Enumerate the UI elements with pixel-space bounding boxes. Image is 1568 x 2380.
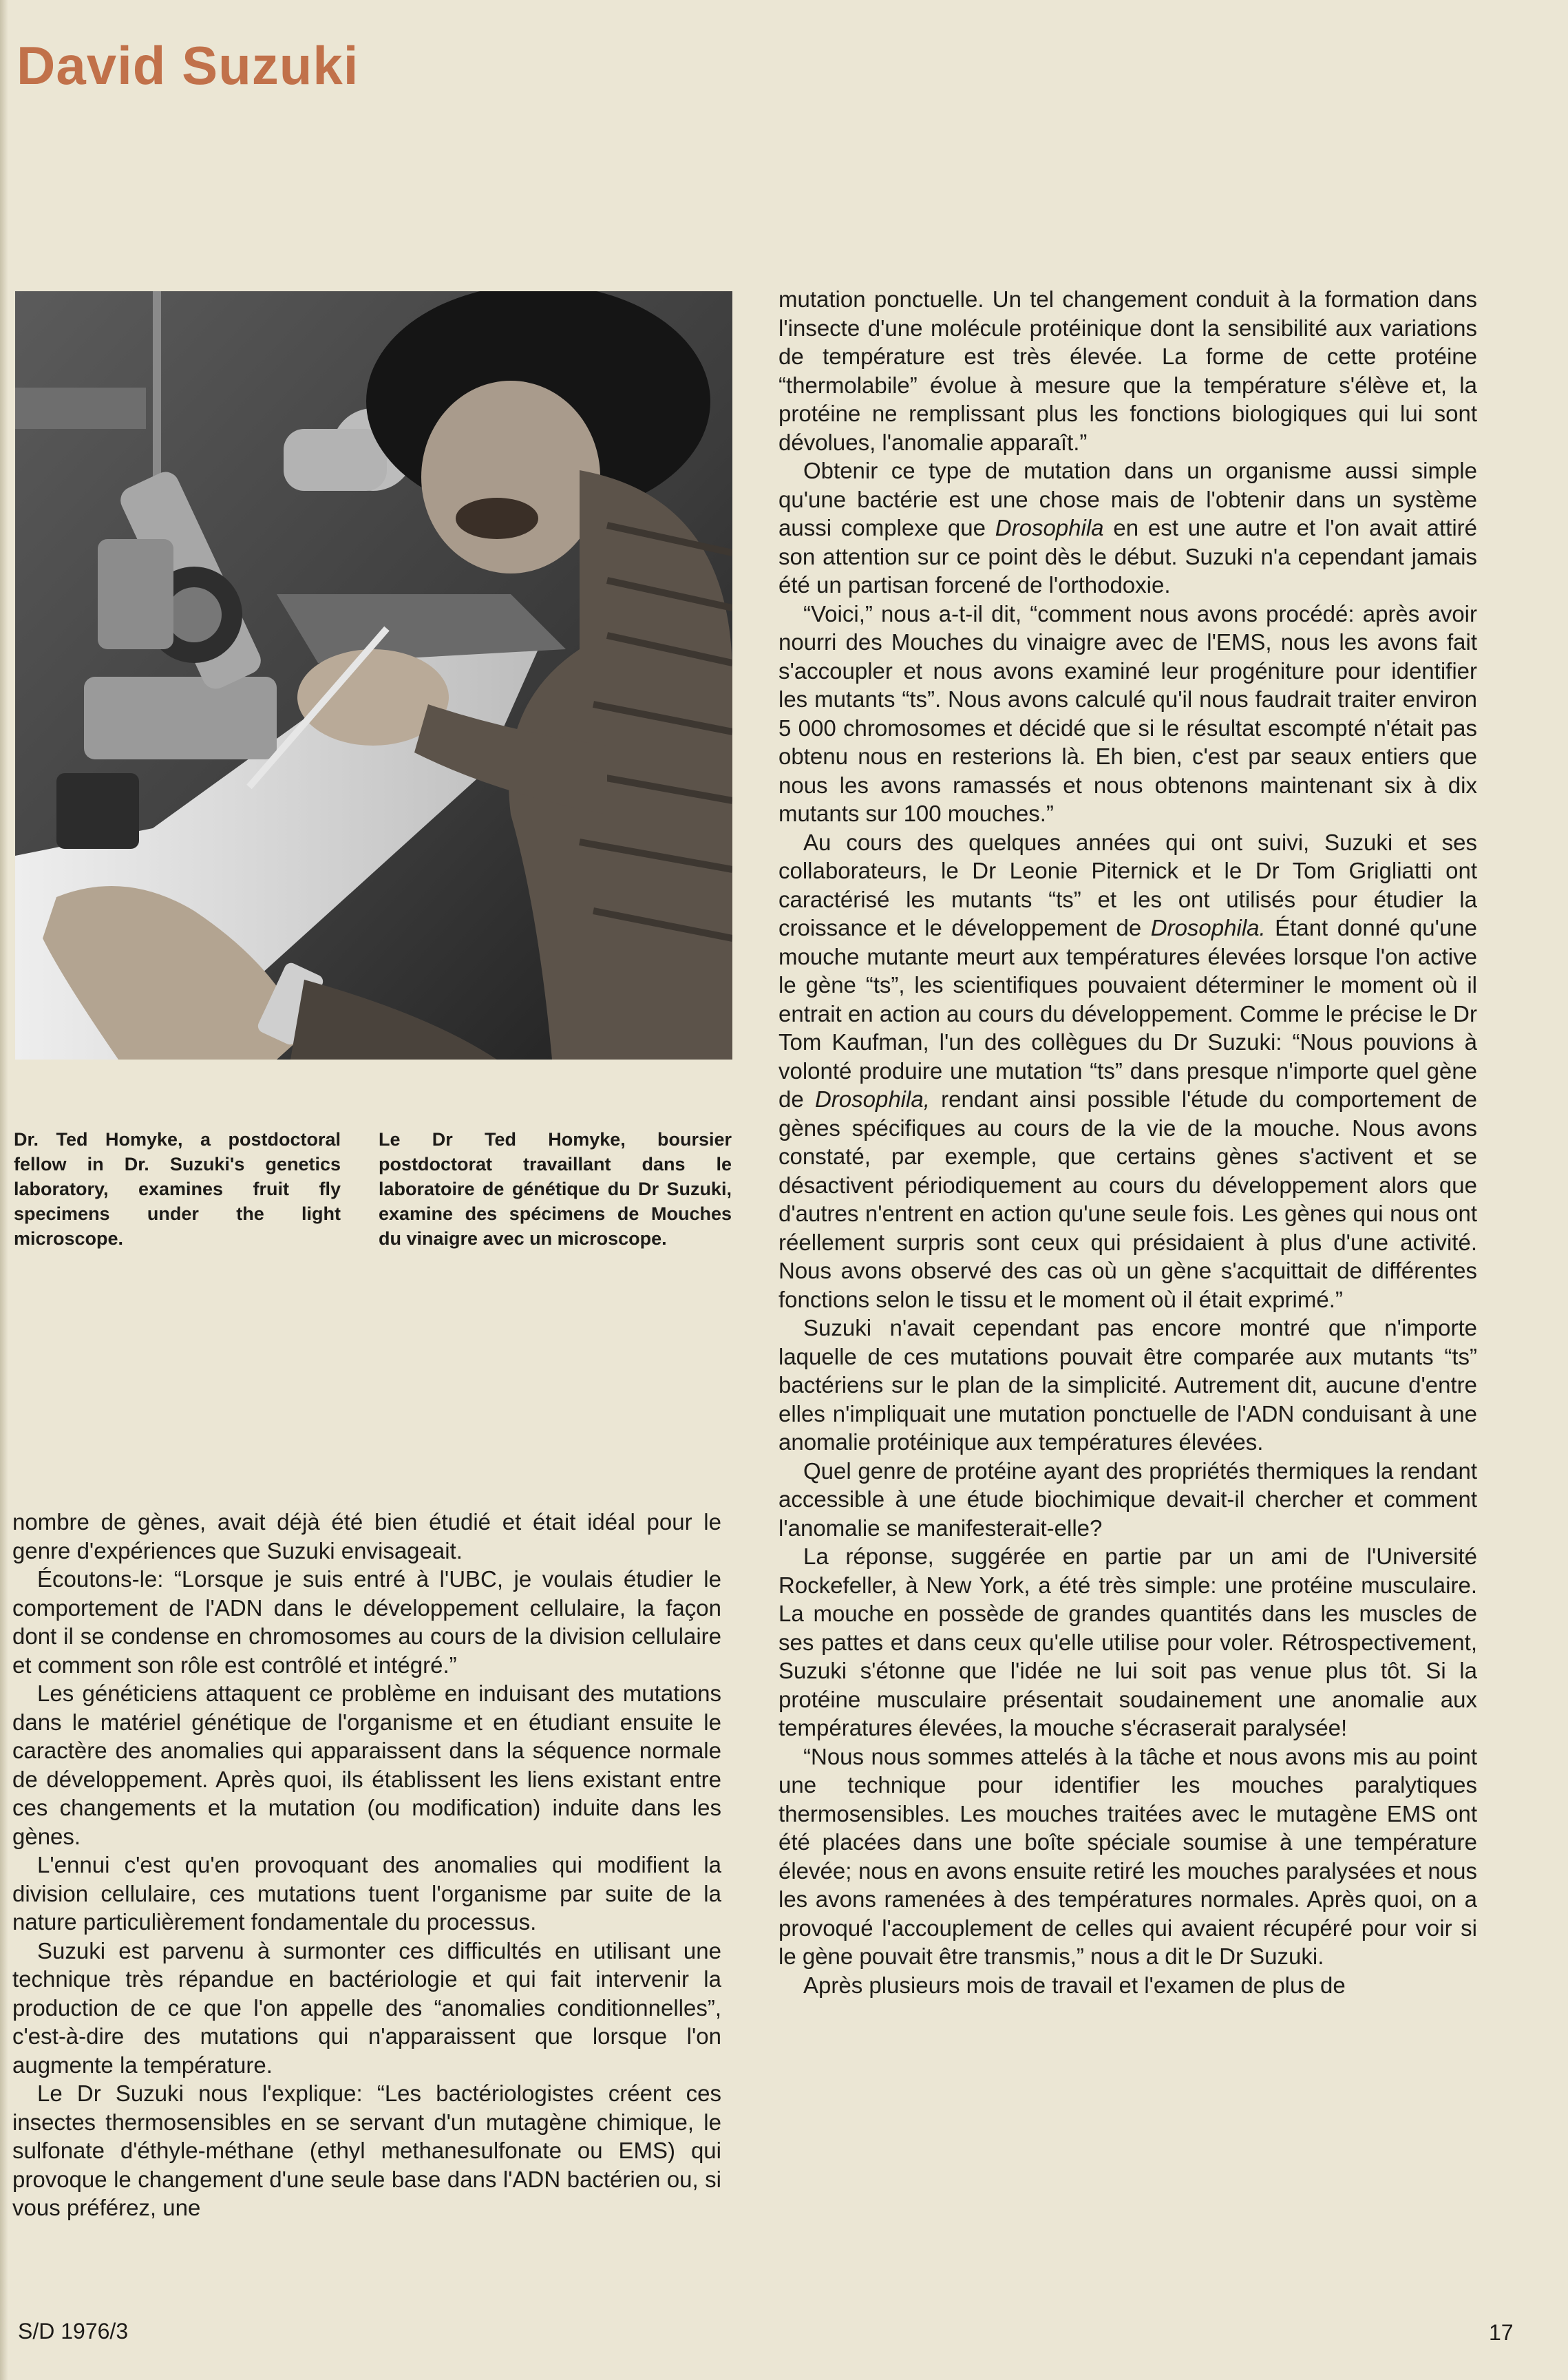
scientist-microscope-photo xyxy=(15,291,732,1060)
article-left-column xyxy=(12,1508,721,2222)
paragraph: Le Dr Suzuki nous l'explique: “Les bactériologistes créent ces insectes thermosensibles en se servant d'un mutagène chimique, le sulfonate d'éthyle-méthane (ethyl methanesulfonate ou EMS) qui provoque le changement d'une seule base dans l'ADN bactérien ou, si vous préférez, une xyxy=(12,2081,721,2220)
paragraph: Écoutons-le: “Lorsque je suis entré à l'UBC, je voulais étudier le comportement de l'ADN dans le développement cellulaire, la façon dont il se condense en chromosomes au cours de la division cellulaire et comment son rôle est contrôlé et intégré.” xyxy=(12,1566,721,1678)
paragraph: “Voici,” nous a-t-il dit, “comment nous avons procédé: après avoir nourri des Mouches du vinaigre avec de l'EMS, nous les avons fait s'accoupler et nous avons examiné leur progéniture pour identifier les mutants “ts”. Nous avons calculé qu'il nous faudrait traiter environ 5 000 chromosomes et décidé que si le résultat escompté n'était pas obtenu nous en resterions là. Eh bien, c'est par seaux entiers que nous les avons ramassés et nous obtenons maintenant six à dix mutants sur 100 mouches.” xyxy=(778,600,1477,826)
paragraph: “Nous nous sommes attelés à la tâche et nous avons mis au point une technique pour identifier les mouches paralytiques thermosensibles. Les mouches traitées avec le mutagène EMS ont été placées dans une boîte spéciale soumise à une température élevée; nous en avons ensuite retiré les mouches paralysées et nous les avons ramenées à des températures normales. Après quoi, on a provoqué l'accouplement de celles qui avaient récupéré pour voir si le gène pouvait être transmis,” nous a dit le Dr Suzuki. xyxy=(778,1743,1477,1969)
issue-label: S/D 1976/3 xyxy=(18,2319,129,2344)
paragraph: Suzuki est parvenu à surmonter ces difficultés en utilisant une technique très répandue en bactériologie et qui fait intervenir la production de ce que l'on appelle des “anomalies conditionnelles”, c'est-à-dire des mutations qui n'apparaissent que lorsque l'on augmente la température. xyxy=(12,1937,721,2078)
text-run: rendant ainsi possible l'étude du comportement de gènes spécifiques au cours de la vie de la mouche. Nous avons constaté, par exemple, que certains gènes s'activent et se désactivent périodiquement au cours du développement alors que d'autres n'entrent en action qu'une seule fois. Les gènes qui nous ont réellement surpris sont ceux qui présidaient à plus d'une activité. Nous avons observé des cas où un gène s'acquittait de différentes fonctions selon le tissu et le moment où il était exprimé.” xyxy=(778,1086,1478,1312)
paragraph: Les généticiens attaquent ce problème en induisant des mutations dans le matériel génétique de l'organisme et en étudiant ensuite le caractère des anomalies qui apparaissent dans la séquence normale de développement. Après quoi, ils établissent les liens existant entre ces changements et la mutation (ou modification) induite dans les gènes. xyxy=(12,1681,721,1849)
text-run: Obtenir ce type de mutation dans un organisme aussi simple qu'une bactérie est une chose mais de l'obtenir dans un système aussi complexe que xyxy=(778,458,1477,540)
paragraph: L'ennui c'est qu'en provoquant des anomalies qui modifient la division cellulaire, ces mutations tuent l'organisme par suite de la nature particulièrement fondamentale du processus. xyxy=(12,1852,721,1935)
paragraph xyxy=(778,456,1477,600)
page-number: 17 xyxy=(1489,2320,1514,2345)
text-run: Étant donné qu'une mouche mutante meurt aux températures élevées lorsque l'on active le gène “ts”, les scientifiques pouvaient déterminer le moment où il entrait en action au cours du développement. Comme le précise le Dr Tom Kaufman, l'un des collègues du Dr Suzuki: “Nous pouvions à volonté produire une mutation “ts” dans presque n'importe quel gène de xyxy=(778,915,1478,1112)
paragraph xyxy=(778,828,1477,1314)
text-run: en est une autre et l'on avait attiré son attention sur ce point dès le début. Suzuki n'a cependant jamais été un partisan forcené de l'orthodoxie. xyxy=(778,515,1477,598)
italic-term: Drosophila, xyxy=(814,1086,930,1112)
paragraph: La réponse, suggérée en partie par un ami de l'Université Rockefeller, à New York, a été très simple: une protéine musculaire. La mouche en possède de grandes quantités dans les muscles de ses pattes et dans ceux qu'elle utilise pour voler. Rétrospectivement, Suzuki s'étonne que l'idée ne lui soit pas venue plus tôt. Si la protéine musculaire présentait soudainement une anomalie aux températures élevées, la mouche s'écraserait paralysée! xyxy=(778,1544,1477,1740)
paragraph: Quel genre de protéine ayant des propriétés thermiques la rendant accessible à une étude biochimique devait-il chercher et comment l'anomalie se manifesterait-elle? xyxy=(778,1457,1477,1541)
page-binding-edge xyxy=(0,0,8,2380)
italic-term: Drosophila. xyxy=(1150,915,1266,940)
page-title: David Suzuki xyxy=(17,35,359,96)
paragraph: Après plusieurs mois de travail et l'examen de plus de xyxy=(803,1972,1346,1998)
paragraph: nombre de gènes, avait déjà été bien étudié et était idéal pour le genre d'expériences que Suzuki envisageait. xyxy=(12,1509,721,1563)
article-right-column xyxy=(778,285,1477,1999)
photo-caption-french: Le Dr Ted Homyke, boursier postdoctorat travaillant dans le laboratoire de génétique du Dr Suzuki, examine des spécimens de Mouches du vinaigre avec un microscope. xyxy=(379,1129,732,1249)
paragraph: Suzuki n'avait cependant pas encore montré que n'importe laquelle de ces mutations pouvait être comparée aux mutants “ts” bactériens sur le plan de la simplicité. Autrement dit, aucune d'entre elles n'impliquait une mutation ponctuelle de l'ADN conduisant à une anomalie protéinique aux températures élevées. xyxy=(778,1315,1477,1455)
text-run: Au cours des quelques années qui ont suivi, Suzuki et ses collaborateurs, le Dr Leonie Piternick et le Dr Tom Grigliatti ont caractérisé les mutants “ts” et les ont utilisés pour étudier la croissance et le développement de xyxy=(778,829,1477,940)
paragraph: mutation ponctuelle. Un tel changement conduit à la formation dans l'insecte d'une molécule protéinique dont la sensibilité aux variations de température est très élevée. La forme de cette protéine “thermolabile” évolue à mesure que la température s'élève et, la protéine ne remplissant plus les fonctions biologiques qui lui sont dévolues, l'anomalie apparaît.” xyxy=(778,286,1477,455)
photo-caption-english: Dr. Ted Homyke, a postdoctoral fellow in Dr. Suzuki's genetics laboratory, examines fruit fly specimens under the light microscope. xyxy=(14,1129,341,1249)
italic-term: Drosophila xyxy=(995,515,1104,540)
